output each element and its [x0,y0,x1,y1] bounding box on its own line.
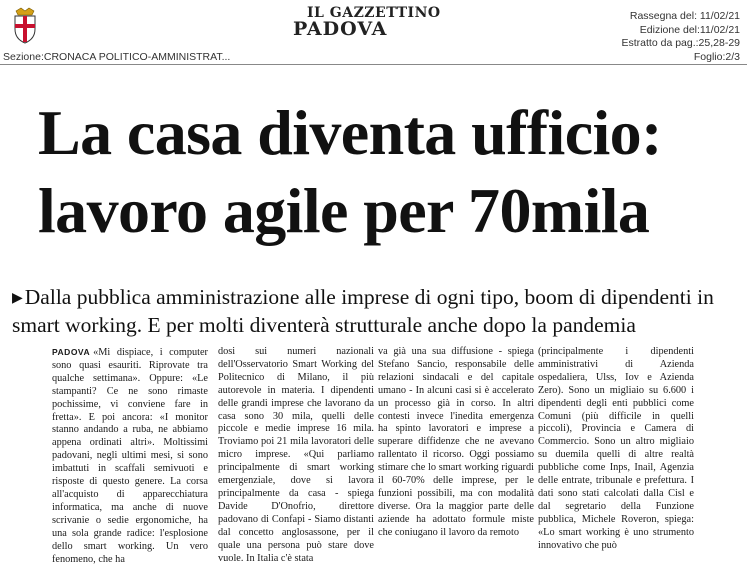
header-divider [0,64,747,65]
article-headline [38,94,738,250]
coat-of-arms-icon [12,7,38,45]
headline-line-2: lavoro agile per 70mila [38,175,650,246]
summary-arrow-icon: ▶ [12,291,23,306]
article-summary [12,284,737,339]
article-body [0,346,747,565]
body-column-3: va già una sua diffusione - spiega Stefano Sancio, responsabile delle relazioni sindacali e del capitale umano - In alcuni casi si è accelerato un processo già in corso. In altri contesti invece l'inedita emergenza ha spinto lavoratori e imprese a superare diffidenze che ne avevano rallentato il ricorso. Oggi possiamo stimare che lo smart working riguardi il 60-70% delle imprese, per le funzioni possibili, ma con modalità diverse. Ora la maggior parte delle aziende ha adottato formule miste che coniugano il lavoro da remoto [378,346,534,538]
dateline: PADOVA [52,347,91,357]
masthead-title: IL GAZZETTINO [307,5,441,21]
edition-date: Edizione del:11/02/21 [639,23,740,36]
body-column-4: (principalmente i dipendenti amministrativi di Azienda ospedaliera, Ulss, Iov e Azienda Zero). Sono un migliaio su 6.600 i dipendenti degli enti pubblici come Comuni (più difficile in quelli piccoli), Provincia e Camera di Commercio. Sono un altro migliaio su duemila quelli di altre realtà pubbliche come Inps, Inail, Agenzia delle entrate, tribunale e prefettura. I dati sono stati calcolati dalla Cisl e dal segretario della Funzione pubblica, Michele Roveron, spiega: «Lo smart working è uno strumento innovativo che può [538,346,694,551]
clipping-metadata [580,10,740,64]
header-bar [0,0,747,66]
headline-line-1: La casa diventa ufficio: [38,97,662,168]
sheet-number: Foglio:2/3 [693,50,740,63]
body-column-1 [52,346,208,566]
section-label: Sezione:CRONACA POLITICO-AMMINISTRAT... [3,51,231,63]
column-1-text: «Mi dispiace, i computer sono quasi esauriti. Riprovate tra qualche settimana». Oppure: «Le stampanti? Ce ne sono rimaste pochissime, vi conviene fare in fretta». E poi ancora: «I monitor stanno andando a ruba, ne abbiamo appena ordinati altri». Moltissimi padovani, negli ultimi mesi, si sono imbattuti in scaffali semivuoti e risposte di questo genere. La corsa all'acquisto di apparecchiatura informatica, ma anche di nuove scrivanie o sedie ergonomiche, ha una sola grande radice: l'esplosione dello smart working. Un vero fenomeno, che ha [52,347,208,565]
newspaper-masthead [293,5,453,39]
extract-pages: Estratto da pag.:25,28-29 [621,37,740,49]
rassegna-date: Rassegna del: 11/02/21 [629,10,740,22]
masthead-edition: PADOVA [293,18,388,40]
summary-text: Dalla pubblica amministrazione alle imprese di ogni tipo, boom di dipendenti in smart working. E per molti diventerà strutturale anche dopo la pandemia [12,285,714,337]
body-column-2: dosi sui numeri nazionali dell'Osservatorio Smart Working del Politecnico di Milano, il più autorevole in materia. I dipendenti delle grandi imprese che lavorano da casa sono 30 mila, quelli delle piccole e medie imprese 16 mila. Troviamo poi 21 mila lavoratori delle micro imprese. «Qui parliamo principalmente di smart working emergenziale, dove si lavora principalmente da casa - spiega Davide D'Onofrio, direttore padovano di Confapi - Siamo distanti dal concetto anglosassone, per il quale una persona può stare dove vuole. In Italia c'è stata [218,346,374,564]
